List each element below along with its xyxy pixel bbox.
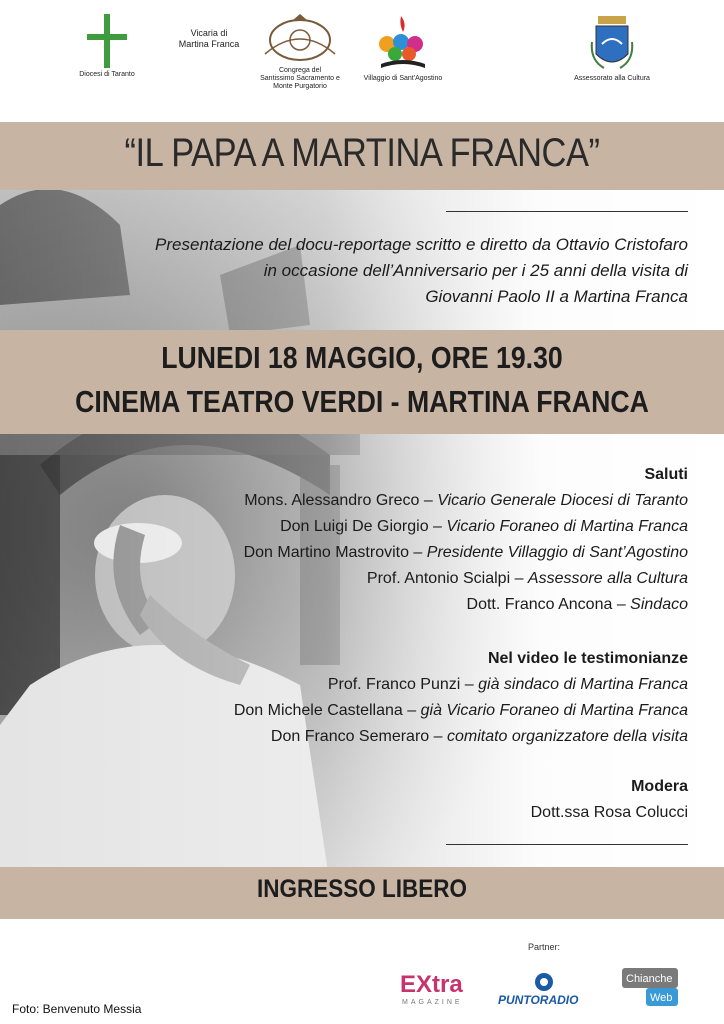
intro-text — [88, 232, 688, 310]
logo-congrega — [250, 14, 350, 91]
speaker-role: Vicario Generale Diocesi di Taranto — [437, 492, 688, 509]
extra-logo-subtext: MAGAZINE — [402, 999, 463, 1006]
separator: – — [402, 702, 421, 719]
witness-role: già Vicario Foraneo di Martina Franca — [420, 702, 688, 719]
speaker-name: Don Luigi De Giorgio — [280, 518, 429, 535]
separator: – — [510, 570, 528, 587]
moderator-name: Dott.ssa Rosa Colucci — [530, 804, 688, 821]
extra-magazine-icon — [398, 968, 474, 1008]
list-item — [68, 514, 688, 540]
list-item — [68, 592, 688, 618]
villaggio-caption: Villaggio di Sant'Agostino — [363, 75, 443, 82]
witness-role: comitato organizzatore della visita — [446, 728, 688, 745]
chianche-logo-text: Chianche — [626, 973, 673, 985]
witness-name: Prof. Franco Punzi — [327, 676, 461, 693]
logo-assessorato — [566, 14, 658, 83]
logo-diocesi-caption: Diocesi di Taranto — [79, 71, 135, 78]
event-venue: CINEMA TEATRO VERDI - MARTINA FRANCA — [75, 384, 649, 419]
divider-bottom — [446, 844, 688, 845]
intro-line-2: in occasione dell’Anniversario per i 25 anni della visita di — [263, 261, 688, 280]
speaker-name: Prof. Antonio Scialpi — [366, 570, 511, 587]
witness-role: già sindaco di Martina Franca — [478, 676, 688, 693]
intro-line-1: Presentazione del docu-reportage scritto e diretto da Ottavio Cristofaro — [155, 235, 688, 254]
speaker-name: Dott. Franco Ancona — [466, 596, 613, 613]
list-item — [68, 672, 688, 698]
vicaria-line-1: Vicaria di — [190, 28, 228, 38]
photo-credit: Foto: Benvenuto Messia — [12, 1002, 142, 1016]
congrega-line-2: Santissimo Sacramento e — [260, 75, 340, 82]
speaker-name: Don Martino Mastrovito — [243, 544, 409, 561]
separator: – — [429, 728, 447, 745]
separator: – — [460, 676, 479, 693]
puntoradio-logo-text: PUNTORADIO — [498, 993, 579, 1007]
separator: – — [428, 518, 447, 535]
modera-section — [68, 774, 688, 826]
divider-top — [446, 211, 688, 212]
puntoradio-logo — [494, 972, 604, 1008]
logo-diocesi-taranto — [62, 14, 152, 79]
free-entry-label: INGRESSO LIBERO — [256, 875, 468, 903]
intro-line-3: Giovanni Paolo II a Martina Franca — [425, 287, 688, 306]
separator: – — [408, 544, 427, 561]
logo-vicaria — [164, 28, 254, 50]
villaggio-colorful-icon — [373, 14, 433, 72]
video-heading: Nel video le testimonianze — [487, 650, 688, 667]
assessorato-caption: Assessorato alla Cultura — [574, 75, 650, 82]
list-item — [68, 724, 688, 750]
congrega-line-1: Congrega del — [278, 67, 322, 74]
saluti-section — [68, 462, 688, 618]
chianche-logo-subtext: Web — [650, 992, 673, 1004]
separator: – — [612, 596, 631, 613]
logo-villaggio — [358, 14, 448, 83]
vicaria-line-2: Martina Franca — [178, 39, 240, 49]
extra-logo-text: EXtra — [400, 971, 463, 998]
coat-of-arms-icon — [590, 14, 634, 72]
extra-magazine-logo — [398, 968, 474, 1008]
list-item — [68, 698, 688, 724]
list-item — [68, 540, 688, 566]
puntoradio-icon — [494, 972, 604, 1008]
speaker-role: Vicario Foraneo di Martina Franca — [446, 518, 688, 535]
list-item — [68, 566, 688, 592]
crest-icon — [255, 14, 345, 64]
separator: – — [419, 492, 438, 509]
list-item — [68, 488, 688, 514]
green-cross-icon — [87, 14, 127, 68]
partner-label: Partner: — [528, 942, 561, 952]
speaker-role: Presidente Villaggio di Sant’Agostino — [426, 544, 688, 561]
page-title: “IL PAPA A MARTINA FRANCA” — [124, 131, 600, 175]
chianche-web-icon — [622, 966, 680, 1008]
modera-heading: Modera — [631, 778, 688, 795]
chianche-web-logo — [622, 966, 680, 1008]
witness-name: Don Michele Castellana — [233, 702, 403, 719]
speaker-role: Assessore alla Cultura — [527, 570, 688, 587]
saluti-heading: Saluti — [644, 466, 688, 483]
event-date: LUNEDI 18 MAGGIO, ORE 19.30 — [161, 340, 563, 375]
video-section — [68, 646, 688, 750]
speaker-name: Mons. Alessandro Greco — [244, 492, 420, 509]
witness-name: Don Franco Semeraro — [270, 728, 430, 745]
congrega-line-3: Monte Purgatorio — [273, 83, 327, 90]
speaker-role: Sindaco — [630, 596, 688, 613]
